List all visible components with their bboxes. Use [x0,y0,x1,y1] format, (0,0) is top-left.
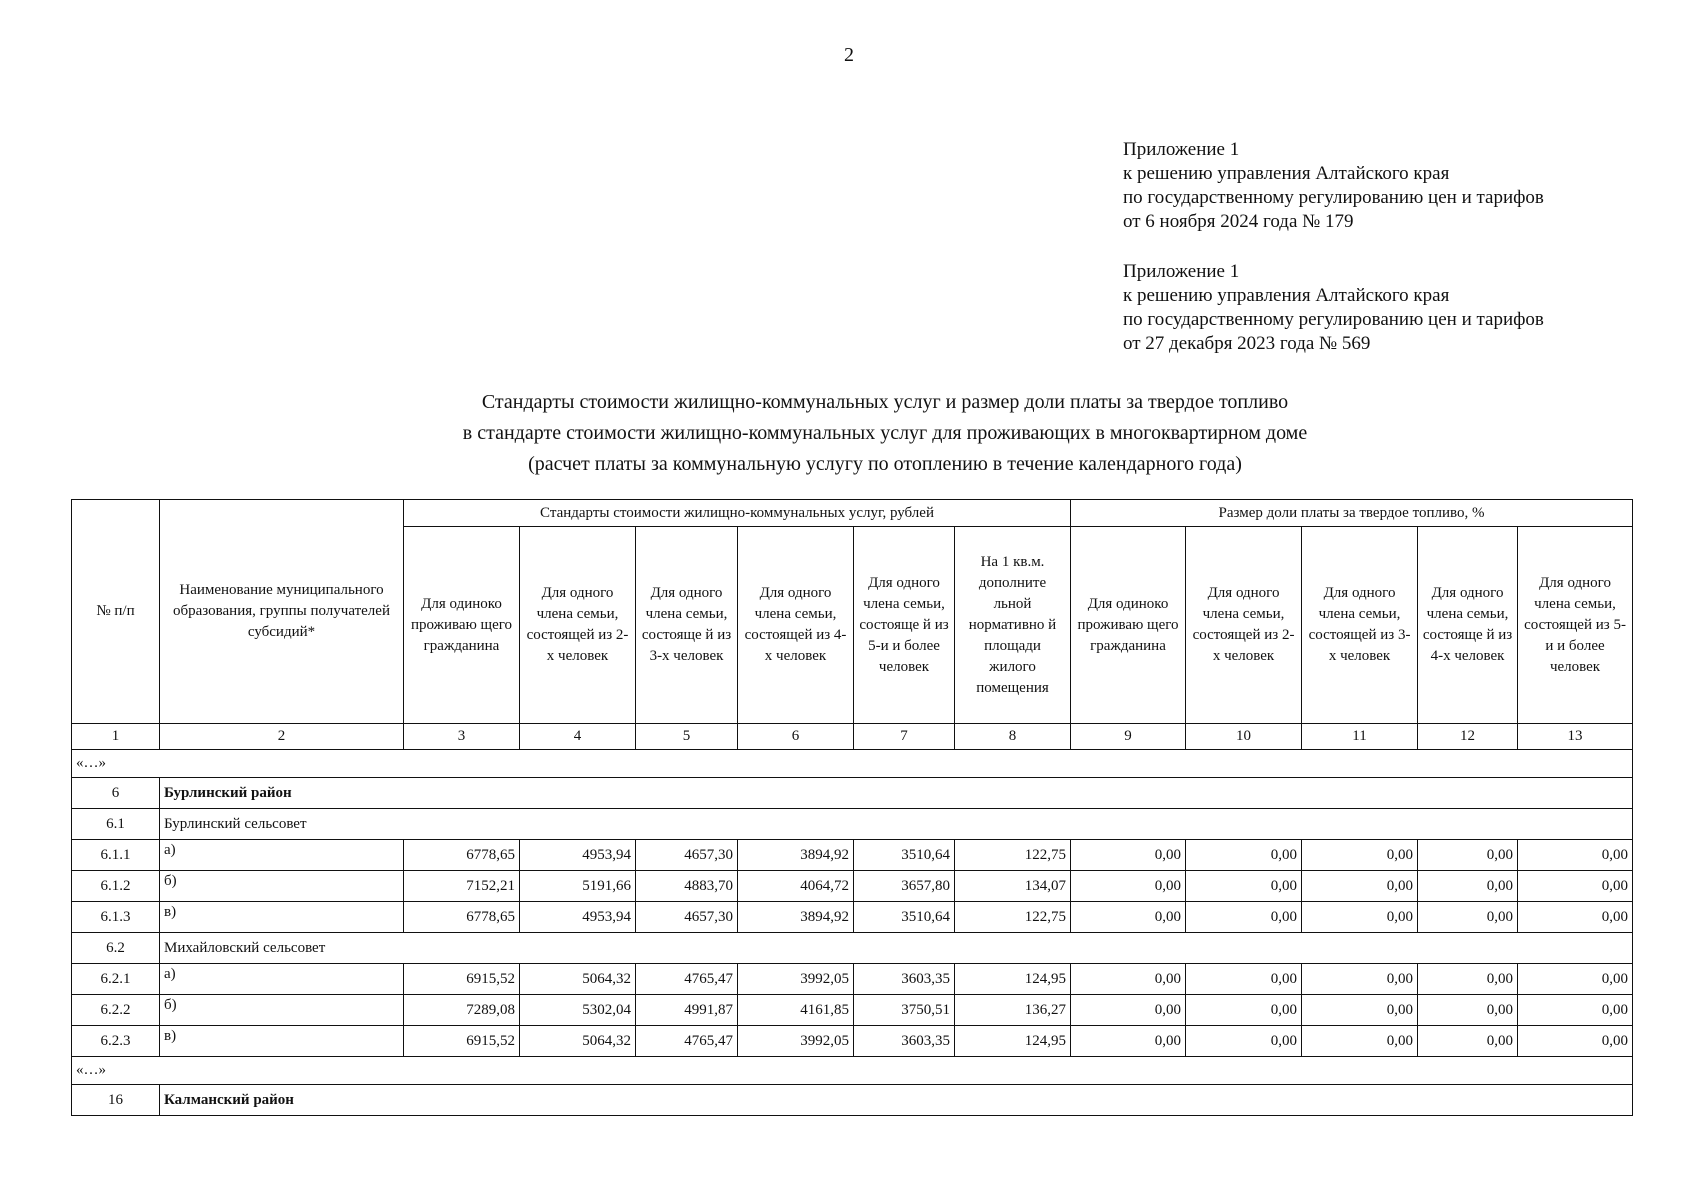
district-number: 16 [72,1085,160,1116]
tariff-table [71,499,1633,1116]
fuel-share-cell: 0,00 [1418,840,1518,871]
standard-cost-cell: 4657,30 [636,840,738,871]
appendix-line: к решению управления Алтайского края [1123,285,1450,306]
standard-cost-cell: 124,95 [955,964,1071,995]
fuel-share-cell: 0,00 [1186,995,1302,1026]
row-number: 6.1.1 [72,840,160,871]
table-row [72,871,1633,902]
standard-cost-cell: 4991,87 [636,995,738,1026]
row-number: 6.1.2 [72,871,160,902]
appendix-line: по государственному регулированию цен и тарифов [1123,187,1544,208]
header-standard-col: На 1 кв.м. дополните льной нормативно й площади жилого помещения [955,527,1071,724]
table-row [72,995,1633,1026]
standard-cost-cell: 4064,72 [738,871,854,902]
header-fuel-col: Для одного члена семьи, состоящей из 3-х человек [1302,527,1418,724]
standard-cost-cell: 4161,85 [738,995,854,1026]
fuel-share-cell: 0,00 [1302,964,1418,995]
column-index-row [72,724,1633,750]
fuel-share-cell: 0,00 [1518,871,1633,902]
column-index: 11 [1302,724,1418,750]
omission-row [72,1057,1633,1085]
standard-cost-cell: 3992,05 [738,964,854,995]
standard-cost-cell: 122,75 [955,902,1071,933]
standard-cost-cell: 4657,30 [636,902,738,933]
standard-cost-cell: 5064,32 [520,964,636,995]
standard-cost-cell: 3510,64 [854,840,955,871]
omission-mark: «…» [72,750,1633,778]
header-standard-col: Для одного члена семьи, состоящей из 2-х человек [520,527,636,724]
column-index: 6 [738,724,854,750]
column-index: 13 [1518,724,1633,750]
column-index: 5 [636,724,738,750]
standard-cost-cell: 3510,64 [854,902,955,933]
appendix-note-previous [1123,260,1643,356]
fuel-share-cell: 0,00 [1186,964,1302,995]
omission-mark: «…» [72,1057,1633,1085]
column-index: 2 [160,724,404,750]
title-line: в стандарте стоимости жилищно-коммунальных услуг для проживающих в многоквартирном доме [462,422,1308,444]
document-title [70,387,1698,480]
column-index: 3 [404,724,520,750]
fuel-share-cell: 0,00 [1302,995,1418,1026]
appendix-line: от 6 ноября 2024 года № 179 [1123,211,1354,232]
fuel-share-cell: 0,00 [1518,1026,1633,1057]
standard-cost-cell: 3603,35 [854,964,955,995]
fuel-share-cell: 0,00 [1518,902,1633,933]
standard-cost-cell: 6778,65 [404,840,520,871]
header-fuel-col: Для одного члена семьи, состоящей из 2-х человек [1186,527,1302,724]
title-line: (расчет платы за коммунальную услугу по отоплению в течение календарного года) [528,453,1242,475]
column-index: 7 [854,724,955,750]
column-index: 8 [955,724,1071,750]
fuel-share-cell: 0,00 [1302,840,1418,871]
fuel-share-cell: 0,00 [1186,871,1302,902]
council-number: 6.1 [72,809,160,840]
header-fuel-col: Для одного члена семьи, состоящей из 5-и и более человек [1518,527,1633,724]
district-row [72,778,1633,809]
standard-cost-cell: 6915,52 [404,1026,520,1057]
fuel-share-cell: 0,00 [1071,995,1186,1026]
standard-cost-cell: 4765,47 [636,964,738,995]
council-name: Михайловский сельсовет [160,933,1633,964]
standard-cost-cell: 3992,05 [738,1026,854,1057]
table-row [72,964,1633,995]
district-name: Бурлинский район [160,778,1633,809]
fuel-share-cell: 0,00 [1071,1026,1186,1057]
fuel-share-cell: 0,00 [1302,871,1418,902]
standard-cost-cell: 5064,32 [520,1026,636,1057]
council-number: 6.2 [72,933,160,964]
table-row [72,902,1633,933]
header-group-fuel-share: Размер доли платы за твердое топливо, % [1071,500,1633,527]
standard-cost-cell: 3894,92 [738,902,854,933]
row-number: 6.1.3 [72,902,160,933]
standard-cost-cell: 122,75 [955,840,1071,871]
standard-cost-cell: 3603,35 [854,1026,955,1057]
appendix-note-current [1123,138,1643,234]
recipient-group: а) [160,840,404,871]
appendix-line: к решению управления Алтайского края [1123,163,1450,184]
row-number: 6.2.1 [72,964,160,995]
fuel-share-cell: 0,00 [1418,1026,1518,1057]
recipient-group: б) [160,995,404,1026]
page-number: 2 [844,44,854,66]
fuel-share-cell: 0,00 [1418,995,1518,1026]
recipient-group: в) [160,902,404,933]
district-name: Калманский район [160,1085,1633,1116]
district-number: 6 [72,778,160,809]
header-standard-col: Для одиноко проживаю щего гражданина [404,527,520,724]
standard-cost-cell: 7152,21 [404,871,520,902]
row-number: 6.2.2 [72,995,160,1026]
fuel-share-cell: 0,00 [1302,902,1418,933]
fuel-share-cell: 0,00 [1418,964,1518,995]
standard-cost-cell: 6915,52 [404,964,520,995]
fuel-share-cell: 0,00 [1302,1026,1418,1057]
standard-cost-cell: 5302,04 [520,995,636,1026]
header-standard-col: Для одного члена семьи, состояще й из 5-и и более человек [854,527,955,724]
table-row [72,1026,1633,1057]
omission-row [72,750,1633,778]
header-fuel-col: Для одного члена семьи, состояще й из 4-х человек [1418,527,1518,724]
standard-cost-cell: 4953,94 [520,902,636,933]
standard-cost-cell: 3894,92 [738,840,854,871]
header-municipality-name: Наименование муниципального образования, группы получателей субсидий* [160,500,404,724]
table-header-groups [72,500,1633,527]
rows-burla [72,840,1633,933]
column-index: 12 [1418,724,1518,750]
standard-cost-cell: 136,27 [955,995,1071,1026]
fuel-share-cell: 0,00 [1071,964,1186,995]
standard-cost-cell: 4765,47 [636,1026,738,1057]
council-name: Бурлинский сельсовет [160,809,1633,840]
appendix-line: по государственному регулированию цен и тарифов [1123,309,1544,330]
fuel-share-cell: 0,00 [1518,995,1633,1026]
standard-cost-cell: 6778,65 [404,902,520,933]
recipient-group: в) [160,1026,404,1057]
standard-cost-cell: 5191,66 [520,871,636,902]
fuel-share-cell: 0,00 [1186,840,1302,871]
appendix-line: Приложение 1 [1123,261,1240,282]
table-row [72,840,1633,871]
column-index: 4 [520,724,636,750]
standard-cost-cell: 4883,70 [636,871,738,902]
column-index: 10 [1186,724,1302,750]
header-fuel-col: Для одиноко проживаю щего гражданина [1071,527,1186,724]
column-index: 9 [1071,724,1186,750]
fuel-share-cell: 0,00 [1186,902,1302,933]
council-row [72,933,1633,964]
column-index: 1 [72,724,160,750]
standard-cost-cell: 134,07 [955,871,1071,902]
title-line: Стандарты стоимости жилищно-коммунальных услуг и размер доли платы за твердое топливо [481,391,1289,413]
standard-cost-cell: 7289,08 [404,995,520,1026]
fuel-share-cell: 0,00 [1518,964,1633,995]
header-number: № п/п [72,500,160,724]
fuel-share-cell: 0,00 [1418,902,1518,933]
header-standard-col: Для одного члена семьи, состояще й из 3-х человек [636,527,738,724]
rows-mikh [72,964,1633,1057]
standard-cost-cell: 3750,51 [854,995,955,1026]
appendix-line: Приложение 1 [1123,139,1240,160]
row-number: 6.2.3 [72,1026,160,1057]
fuel-share-cell: 0,00 [1071,840,1186,871]
council-row [72,809,1633,840]
header-standard-col: Для одного члена семьи, состоящей из 4-х человек [738,527,854,724]
recipient-group: а) [160,964,404,995]
fuel-share-cell: 0,00 [1518,840,1633,871]
recipient-group: б) [160,871,404,902]
standard-cost-cell: 3657,80 [854,871,955,902]
fuel-share-cell: 0,00 [1186,1026,1302,1057]
header-group-standards: Стандарты стоимости жилищно-коммунальных услуг, рублей [404,500,1071,527]
fuel-share-cell: 0,00 [1418,871,1518,902]
fuel-share-cell: 0,00 [1071,871,1186,902]
fuel-share-cell: 0,00 [1071,902,1186,933]
standard-cost-cell: 4953,94 [520,840,636,871]
standard-cost-cell: 124,95 [955,1026,1071,1057]
appendix-line: от 27 декабря 2023 года № 569 [1123,333,1371,354]
district-row [72,1085,1633,1116]
